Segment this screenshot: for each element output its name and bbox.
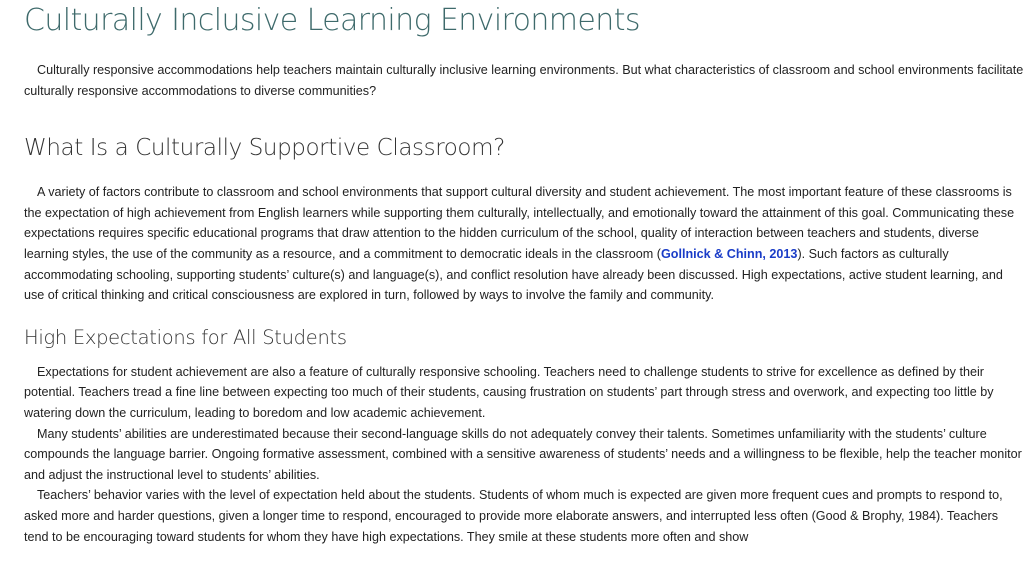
intro-paragraph: Culturally responsive accommodations help teachers maintain culturally inclusive learning environments. But what characteristics of classroom and school environments facilitate culturally responsive accommodations to diverse communities?	[24, 63, 1024, 98]
section-heading-high-expectations: High Expectations for All Students	[24, 325, 347, 349]
citation-link[interactable]: Gollnick & Chinn, 2013	[660, 246, 798, 261]
paragraph-text-after-citation: ). Such factors as culturally accommodating schooling, supporting students’ culture(s) and language(s), and conflict resolution have already been discussed. High expectations, active student learning, and use of critical thinking and critical consciousness are explored in turn, followed by ways to involve the family and community.	[24, 246, 1003, 303]
page-title: Culturally Inclusive Learning Environments	[24, 3, 640, 38]
section-heading-supportive-classroom: What Is a Culturally Supportive Classroom?	[24, 135, 505, 162]
supportive-classroom-paragraph	[24, 182, 1024, 306]
high-expectations-paragraph-2: Many students’ abilities are underestimated because their second-language skills do not adequately convey their talents. Sometimes unfamiliarity with the students’ culture compounds the language barrier. Ongoing formative assessment, combined with a sensitive awareness of students’ needs and a willingness to be flexible, help the teacher monitor and adjust the instructional level to students’ abilities.	[24, 426, 1022, 482]
paragraph-text-before-citation: A variety of factors contribute to classroom and school environments that support cultural diversity and student achievement. The most important feature of these classrooms is the expectation of high achievement from English learners while supporting them culturally, intellectually, and emotionally toward the attainment of this goal. Communicating these expectations requires specific educational programs that draw attention to the hidden curriculum of the school, quality of interaction between teachers and students, diverse learning styles, the use of the community as a resource, and a commitment to democratic ideals in the classroom (	[24, 185, 1015, 261]
high-expectations-paragraph-1: Expectations for student achievement are also a feature of culturally responsive schooling. Teachers need to challenge students to strive for excellence as defined by their potential. Teachers tread a fine line between expecting too much of their students, causing frustration on students’ part through stress and overwork, and expecting too little by watering down the curriculum, leading to boredom and low academic achievement.	[24, 364, 994, 420]
high-expectations-paragraph-3: Teachers’ behavior varies with the level of expectation held about the students. Students of whom much is expected are given more frequent cues and prompts to respond to, asked more and harder questions, given a longer time to respond, encouraged to provide more elaborate answers, and interrupted less often (Good & Brophy, 1984). Teachers tend to be encouraging toward students for whom they have high expectations. They smile at these students more often and show	[24, 488, 1003, 544]
